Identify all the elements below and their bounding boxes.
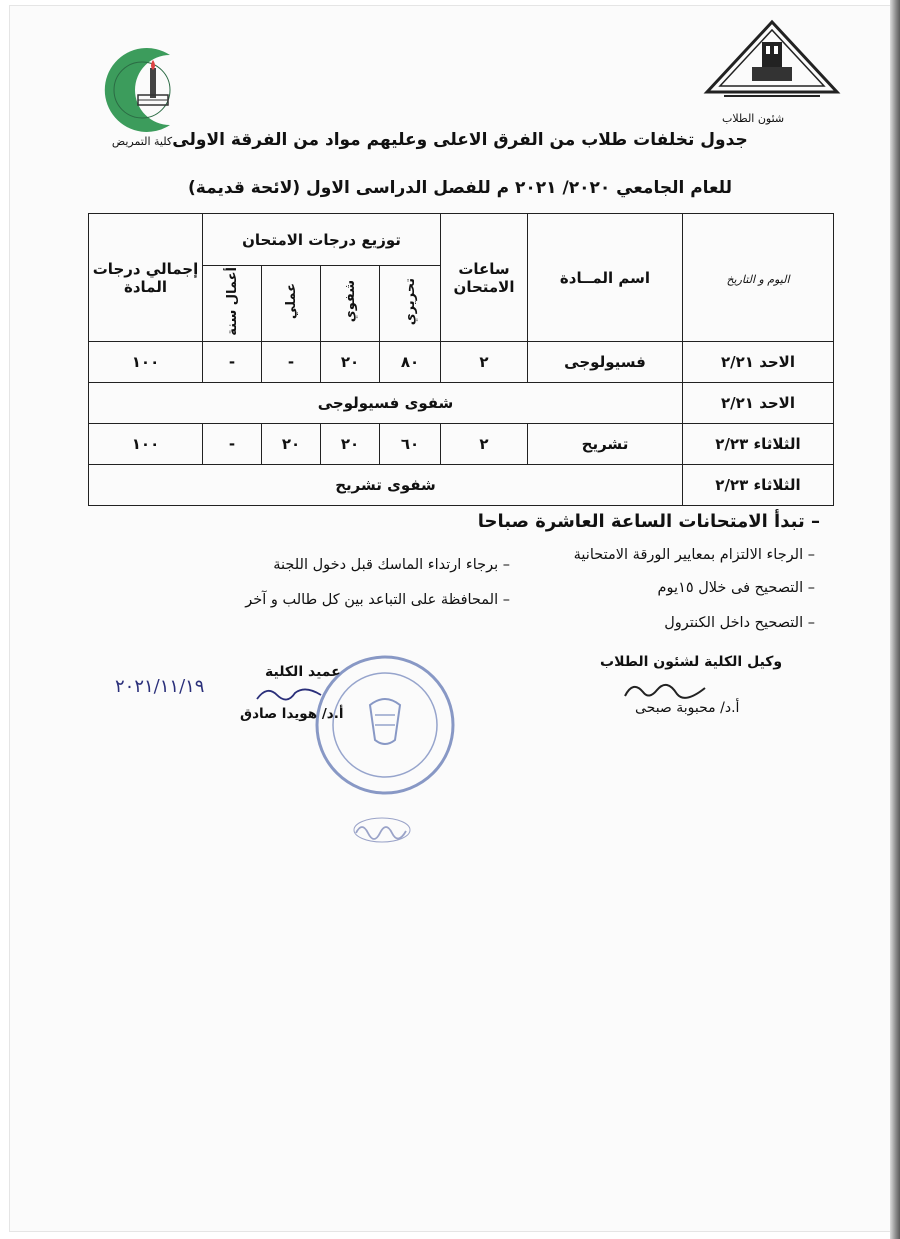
row-practical: ٢٠ (262, 424, 321, 465)
row-subject: تشريح (528, 424, 683, 465)
row-date: الاحد ٢/٢١ (683, 342, 834, 383)
scan-edge (890, 0, 900, 1239)
handwritten-date: ٢٠٢١/١١/١٩ (115, 676, 205, 697)
dean-name: أ.د/ هويدا صادق (240, 706, 344, 722)
table-row (89, 424, 834, 465)
row-total: ١٠٠ (89, 342, 203, 383)
faculty-logo-label: كلية التمريض (111, 135, 173, 148)
row-date: الاحد ٢/٢١ (683, 383, 834, 424)
row-oral: ٢٠ (321, 424, 380, 465)
dean-title: عميد الكلية (265, 664, 341, 680)
header-yearwork: أعمال سنة (203, 266, 262, 342)
table-row (89, 383, 834, 424)
row-written: ٨٠ (380, 342, 441, 383)
university-logo (702, 12, 842, 125)
exam-schedule-table (88, 213, 834, 506)
row-oral: ٢٠ (321, 342, 380, 383)
row-total: ١٠٠ (89, 424, 203, 465)
row-merged: شفوى تشريح (89, 465, 683, 506)
vice-dean-name: أ.د/ محبوبة صبحى (635, 700, 740, 716)
university-logo-label: شئون الطلاب (722, 112, 785, 125)
header-oral: شفوي (321, 266, 380, 342)
row-hours: ٢ (441, 342, 528, 383)
note-item: – المحافظة على التباعد بين كل طالب و آخر (245, 592, 510, 608)
dean-signature (255, 683, 325, 705)
exam-start-note: – تبدأ الامتحانات الساعة العاشرة صباحا (477, 511, 820, 532)
header-practical: عملي (262, 266, 321, 342)
header-hours: ساعات الامتحان (441, 214, 528, 342)
row-merged: شفوى فسيولوجى (89, 383, 683, 424)
handwritten-code (352, 815, 412, 845)
vice-dean-title: وكيل الكلية لشئون الطلاب (600, 654, 783, 670)
header-subject: اسم المــادة (528, 214, 683, 342)
row-date: الثلاثاء ٢/٢٣ (683, 465, 834, 506)
row-yearwork: - (203, 342, 262, 383)
document-subtitle: للعام الجامعي ٢٠٢٠/ ٢٠٢١ م للفصل الدراسى الاول (لائحة قديمة) (188, 178, 732, 198)
note-item: – برجاء ارتداء الماسك قبل دخول اللجنة (273, 557, 510, 573)
header-written: تحريري (380, 266, 441, 342)
row-hours: ٢ (441, 424, 528, 465)
table-row (89, 465, 834, 506)
row-subject: فسيولوجى (528, 342, 683, 383)
header-distribution: توزيع درجات الامتحان (203, 214, 441, 266)
note-item: – التصحيح فى خلال ١٥يوم (657, 580, 815, 596)
table-row (89, 342, 834, 383)
row-practical: - (262, 342, 321, 383)
row-written: ٦٠ (380, 424, 441, 465)
note-item: – الرجاء الالتزام بمعايير الورقة الامتحانية (573, 547, 815, 563)
document-title: جدول تخلفات طلاب من الفرق الاعلى وعليهم مواد من الفرقة الاولى (172, 130, 748, 150)
row-yearwork: - (203, 424, 262, 465)
note-item: – التصحيح داخل الكنترول (664, 615, 815, 631)
header-total: إجمالي درجات المادة (89, 214, 203, 342)
header-date: اليوم و التاريخ (683, 214, 834, 342)
row-date: الثلاثاء ٢/٢٣ (683, 424, 834, 465)
